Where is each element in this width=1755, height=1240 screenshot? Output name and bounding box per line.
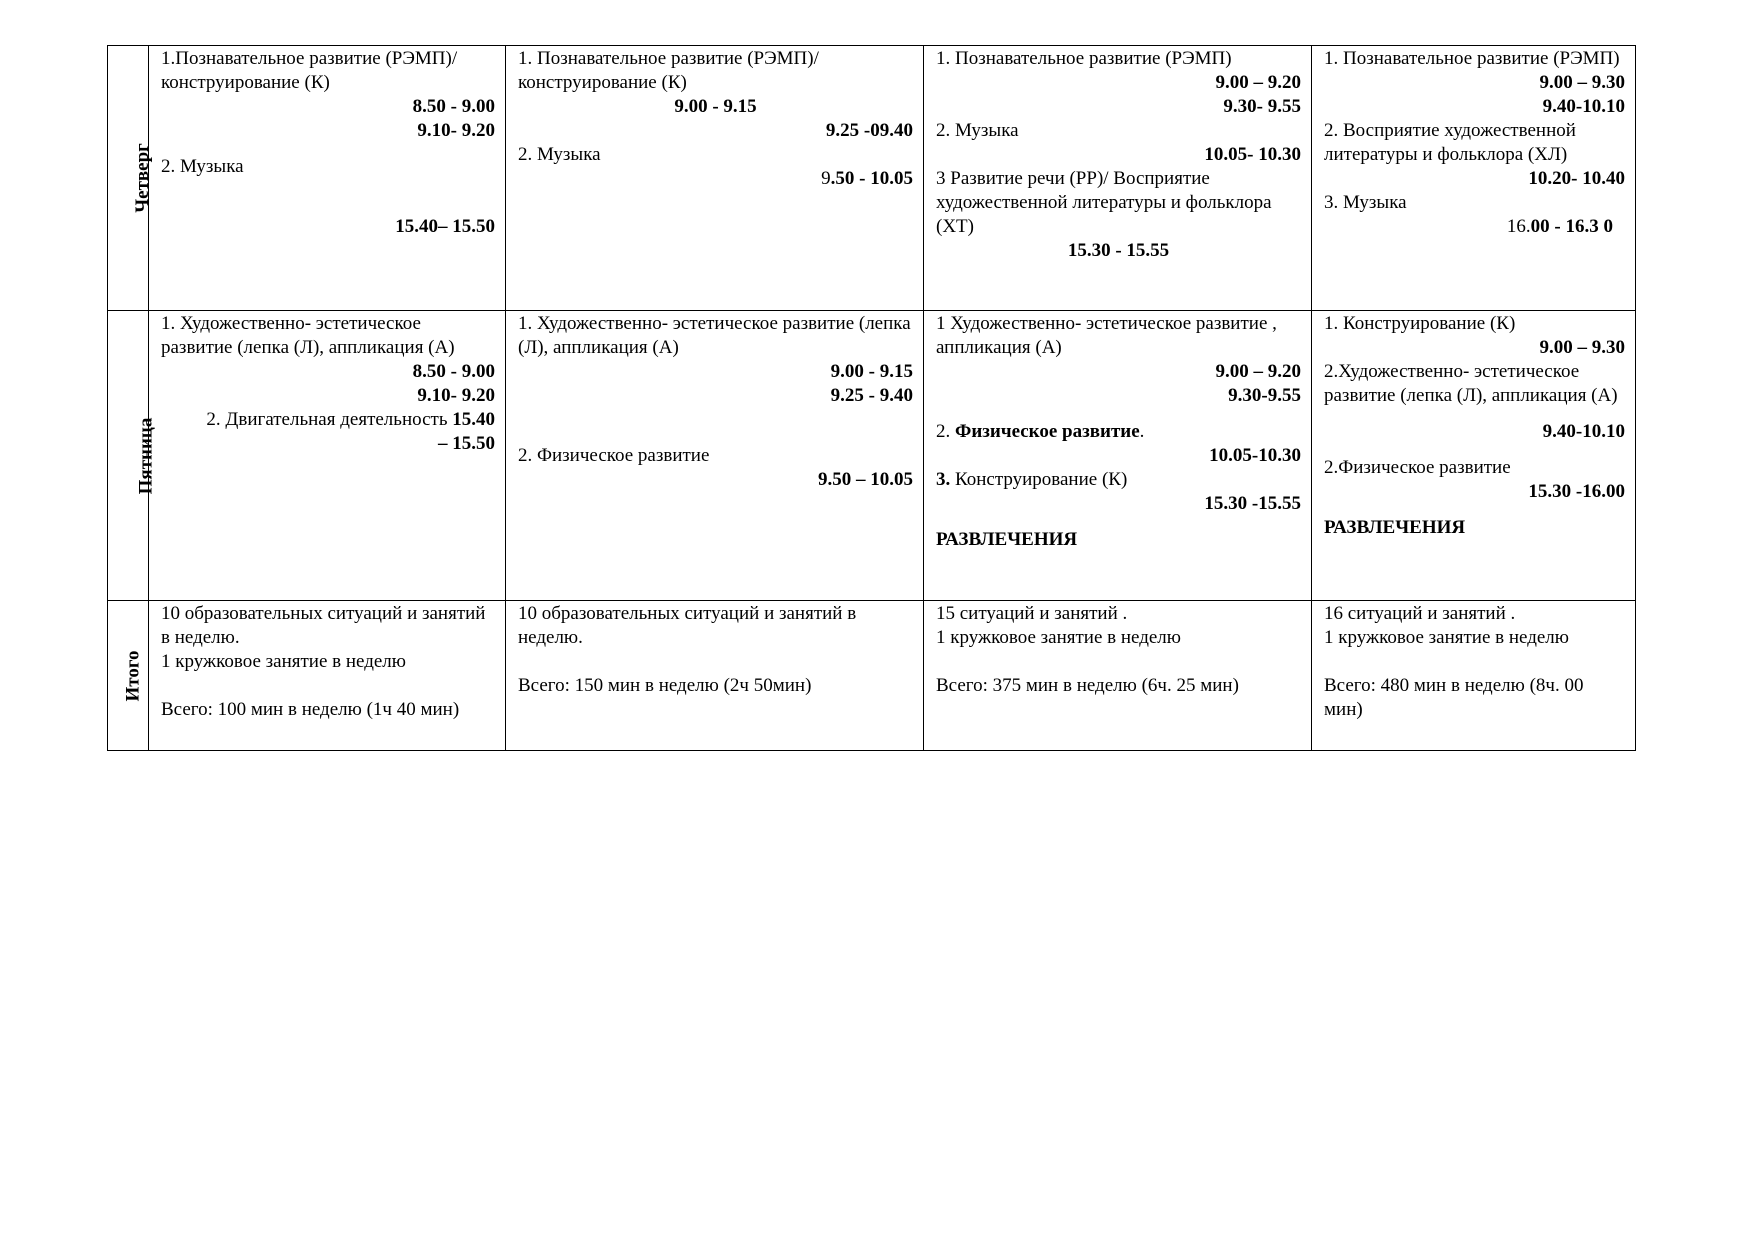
activity-text: 2. Музыка — [936, 120, 1019, 141]
time-part: 9 — [821, 168, 831, 189]
time-slot: 15.30 -16.00 — [1528, 481, 1625, 502]
activity-text: 3. Музыка — [1324, 192, 1407, 213]
summary-text: 16 ситуаций и занятий . — [1324, 603, 1516, 624]
activity-part: Конструирование (К) — [950, 469, 1128, 490]
entertainment-label: РАЗВЛЕЧЕНИЯ — [936, 529, 1078, 550]
summary-text: 1 кружковое занятие в неделю — [1324, 627, 1569, 648]
activity-text: 1.Познавательное развитие (РЭМП)/ — [161, 48, 458, 69]
time-slot: 15.40– 15.50 — [395, 216, 495, 237]
time-slot: 9.40-10.10 — [1542, 421, 1625, 442]
summary-total: Всего: 150 мин в неделю (2ч 50мин) — [518, 675, 812, 696]
time-slot: 10.05-10.30 — [1209, 445, 1301, 466]
row-total — [108, 601, 1636, 751]
time-slot: 9.00 - 9.15 — [830, 361, 913, 382]
day-label: Итого — [122, 649, 144, 702]
time-slot: 9.25 - 9.40 — [830, 385, 913, 406]
day-label: Пятница — [135, 417, 157, 494]
activity-text: 2.Физическое развитие — [1324, 457, 1511, 478]
activity-text: 3 Развитие речи (РР)/ Восприятие художественной литературы и фольклора (ХТ) — [936, 168, 1272, 237]
activity-text — [936, 420, 1301, 444]
time-slot: 8.50 - 9.00 — [412, 96, 495, 117]
day-cell-friday — [108, 311, 157, 601]
activity-text: 1. Познавательное развитие (РЭМП)/ — [518, 48, 819, 69]
time-slot: 9.00 – 9.20 — [1215, 361, 1301, 382]
day-cell-thursday — [108, 46, 153, 311]
activity-text: 1. Конструирование (К) — [1324, 313, 1516, 334]
activity-part: . — [1139, 421, 1145, 442]
time-slot: 9.40-10.10 — [1542, 96, 1625, 117]
time-part: 00 - 16.3 0 — [1530, 216, 1613, 237]
day-cell-total — [108, 601, 149, 751]
entertainment-label: РАЗВЛЕЧЕНИЯ — [1324, 517, 1466, 538]
day-label: Четверг — [131, 143, 153, 213]
time-slot: 9.00 - 9.15 — [674, 96, 757, 117]
summary-text: 1 кружковое занятие в неделю — [161, 651, 406, 672]
activity-text: 1. Художественно- эстетическое развитие (лепка (Л), аппликация (А) — [518, 313, 911, 358]
schedule-cell — [149, 46, 506, 311]
time-part: 16. — [1506, 216, 1531, 237]
schedule-cell — [1312, 311, 1636, 601]
summary-cell — [924, 601, 1312, 751]
summary-text: 10 образовательных ситуаций и занятий в неделю. — [518, 603, 857, 648]
time-slot: 9.10- 9.20 — [417, 120, 495, 141]
time-slot: 9.30-9.55 — [1228, 385, 1301, 406]
time-slot: 9.30- 9.55 — [1223, 96, 1301, 117]
activity-text: 1. Художественно- эстетическое развитие (лепка (Л), аппликация (А) — [161, 313, 455, 358]
summary-total: Всего: 480 мин в неделю (8ч. 00 мин) — [1324, 675, 1584, 720]
time-slot: 8.50 - 9.00 — [412, 361, 495, 382]
summary-text: 10 образовательных ситуаций и занятий в неделю. — [161, 603, 486, 648]
time-slot — [1324, 215, 1625, 239]
activity-text: 2. Музыка — [518, 144, 601, 165]
summary-cell — [506, 601, 924, 751]
time-part: 15.40 — [452, 409, 495, 430]
time-slot: 9.00 – 9.20 — [1215, 72, 1301, 93]
schedule-table — [107, 45, 1636, 751]
summary-total: Всего: 375 мин в неделю (6ч. 25 мин) — [936, 675, 1239, 696]
schedule-cell — [924, 46, 1312, 311]
summary-total: Всего: 100 мин в неделю (1ч 40 мин) — [161, 699, 460, 720]
activity-text — [161, 408, 495, 432]
activity-part: 3. — [936, 469, 951, 490]
activity-text: 1. Познавательное развитие (РЭМП) — [1324, 48, 1620, 69]
summary-cell — [149, 601, 506, 751]
row-thursday — [108, 46, 1636, 311]
activity-text: конструирование (К) — [161, 72, 330, 93]
activity-text: 1 Художественно- эстетическое развитие , аппликация (А) — [936, 313, 1277, 358]
time-part: .50 - 10.05 — [830, 168, 913, 189]
schedule-cell — [506, 311, 924, 601]
activity-text: 2. Восприятие художественной литературы и фольклора (ХЛ) — [1324, 120, 1576, 165]
schedule-cell — [924, 311, 1312, 601]
time-slot: 10.20- 10.40 — [1528, 168, 1625, 189]
schedule-cell — [149, 311, 506, 601]
activity-text: конструирование (К) — [518, 72, 687, 93]
summary-text: 1 кружковое занятие в неделю — [936, 627, 1181, 648]
time-slot: 9.00 – 9.30 — [1539, 337, 1625, 358]
activity-part: 2. Двигательная деятельность — [206, 409, 448, 430]
time-slot: 9.50 – 10.05 — [818, 469, 913, 490]
schedule-cell — [506, 46, 924, 311]
activity-part: Физическое развитие — [955, 421, 1140, 442]
time-slot: 15.30 -15.55 — [1204, 493, 1301, 514]
activity-part: 2. — [936, 421, 955, 442]
time-slot: 10.05- 10.30 — [1204, 144, 1301, 165]
time-slot: 9.10- 9.20 — [417, 385, 495, 406]
activity-text — [936, 468, 1301, 492]
time-slot — [518, 167, 913, 191]
summary-cell — [1312, 601, 1636, 751]
activity-text: 2. Музыка — [161, 156, 244, 177]
row-friday — [108, 311, 1636, 601]
schedule-cell — [1312, 46, 1636, 311]
activity-text: 2.Художественно- эстетическое развитие (лепка (Л), аппликация (А) — [1324, 361, 1618, 406]
activity-text: 1. Познавательное развитие (РЭМП) — [936, 48, 1232, 69]
activity-text: 2. Физическое развитие — [518, 445, 710, 466]
time-slot: 9.25 -09.40 — [825, 120, 913, 141]
time-slot: 9.00 – 9.30 — [1539, 72, 1625, 93]
summary-text: 15 ситуаций и занятий . — [936, 603, 1128, 624]
time-slot: 15.30 - 15.55 — [1067, 240, 1170, 261]
time-slot: – 15.50 — [438, 433, 495, 454]
